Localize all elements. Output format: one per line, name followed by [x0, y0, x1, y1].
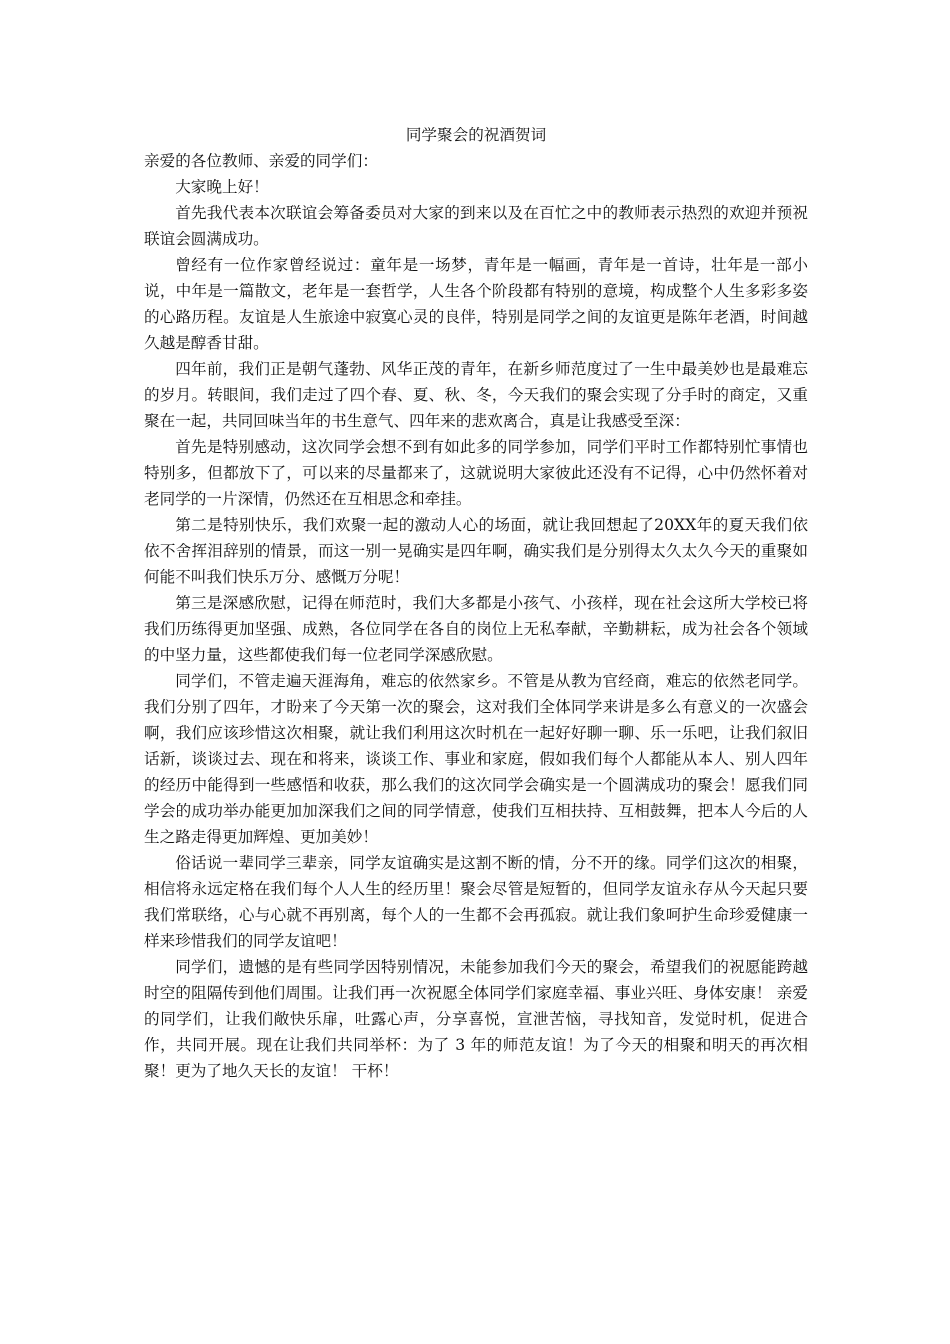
paragraph-writer-quote: 曾经有一位作家曾经说过：童年是一场梦，青年是一幅画，青年是一首诗，壮年是一部小说，中年是一篇散文，老年是一套哲学，人生各个阶段都有特别的意境，构成整个人生多彩多姿的心路历程。友谊是人生旅途中寂寞心灵的良伴，特别是同学之间的友谊更是陈年老酒，时间越久越是醇香甘甜。 [144, 256, 808, 352]
document-title: 同学聚会的祝酒贺词 [405, 126, 547, 144]
paragraph-greeting: 大家晚上好！ [175, 178, 269, 196]
paragraph-toast: 同学们，遗憾的是有些同学因特别情况，未能参加我们今天的聚会，希望我们的祝愿能跨越时空的阻隔传到他们周围。让我们再一次祝愿全体同学们家庭幸福、事业兴旺、身体安康！ 亲爱的同学们，让我们敞快乐扉，吐露心声，分享喜悦，宣泄苦恼，寻找知音，发觉时机，促进合作，共同开展。现在让我们共同举杯：为了 3 年的师范友谊！为了今天的相聚和明天的再次相聚！更为了地久天长的友谊！ 干杯！ [144, 958, 808, 1080]
paragraph-classmates: 同学们，不管走遍天涯海角，难忘的依然家乡。不管是从教为官经商，难忘的依然老同学。我们分别了四年，才盼来了今天第一次的聚会，这对我们全体同学来讲是多么有意义的一次盛会啊，我们应该珍惜这次相聚，就让我们利用这次时机在一起好好聊一聊、乐一乐吧，让我们叙旧话新，谈谈过去、现在和将来，谈谈工作、事业和家庭，假如我们每个人都能从本人、别人四年的经历中能得到一些感悟和收获，那么我们的这次同学会确实是一个圆满成功的聚会！愿我们同学会的成功举办能更加加深我们之间的同学情意，使我们互相扶持、互相鼓舞，把本人今后的人生之路走得更加辉煌、更加美妙！ [144, 672, 808, 846]
paragraph-first-moved: 首先是特别感动，这次同学会想不到有如此多的同学参加，同学们平时工作都特别忙事情也特别多，但都放下了，可以来的尽量都来了，这就说明大家彼此还没有不记得，心中仍然怀着对老同学的一片深情，仍然还在互相思念和牵挂。 [144, 438, 808, 508]
paragraph-third-gratified: 第三是深感欣慰，记得在师范时，我们大多都是小孩气、小孩样，现在社会这所大学校已将我们历练得更加坚强、成熟，各位同学在各自的岗位上无私奉献，辛勤耕耘，成为社会各个领域的中坚力量，这些都使我们每一位老同学深感欣慰。 [144, 594, 808, 664]
paragraph-four-years-ago: 四年前，我们正是朝气蓬勃、风华正茂的青年，在新乡师范度过了一生中最美妙也是最难忘的岁月。转眼间，我们走过了四个春、夏、秋、冬，今天我们的聚会实现了分手时的商定，又重聚在一起，共同回味当年的书生意气、四年来的悲欢离合，真是让我感受至深： [144, 360, 808, 430]
salutation: 亲爱的各位教师、亲爱的同学们： [144, 152, 378, 170]
paragraph-welcome: 首先我代表本次联谊会筹备委员对大家的到来以及在百忙之中的教师表示热烈的欢迎并预祝联谊会圆满成功。 [144, 204, 808, 248]
paragraph-second-happy: 第二是特别快乐，我们欢聚一起的激动人心的场面，就让我回想起了20XX年的夏天我们依依不舍挥泪辞别的情景，而这一别一晃确实是四年啊，确实我们是分别得太久太久今天的重聚如何能不叫我们快乐万分、感慨万分呢！ [144, 516, 808, 586]
paragraph-proverb: 俗话说一辈同学三辈亲，同学友谊确实是这割不断的情，分不开的缘。同学们这次的相聚，相信将永远定格在我们每个人人生的经历里！聚会尽管是短暂的，但同学友谊永存从今天起只要我们常联络，心与心就不再别离，每个人的一生都不会再孤寂。就让我们象呵护生命珍爱健康一样来珍惜我们的同学友谊吧！ [144, 854, 808, 950]
document-page [144, 122, 808, 1084]
